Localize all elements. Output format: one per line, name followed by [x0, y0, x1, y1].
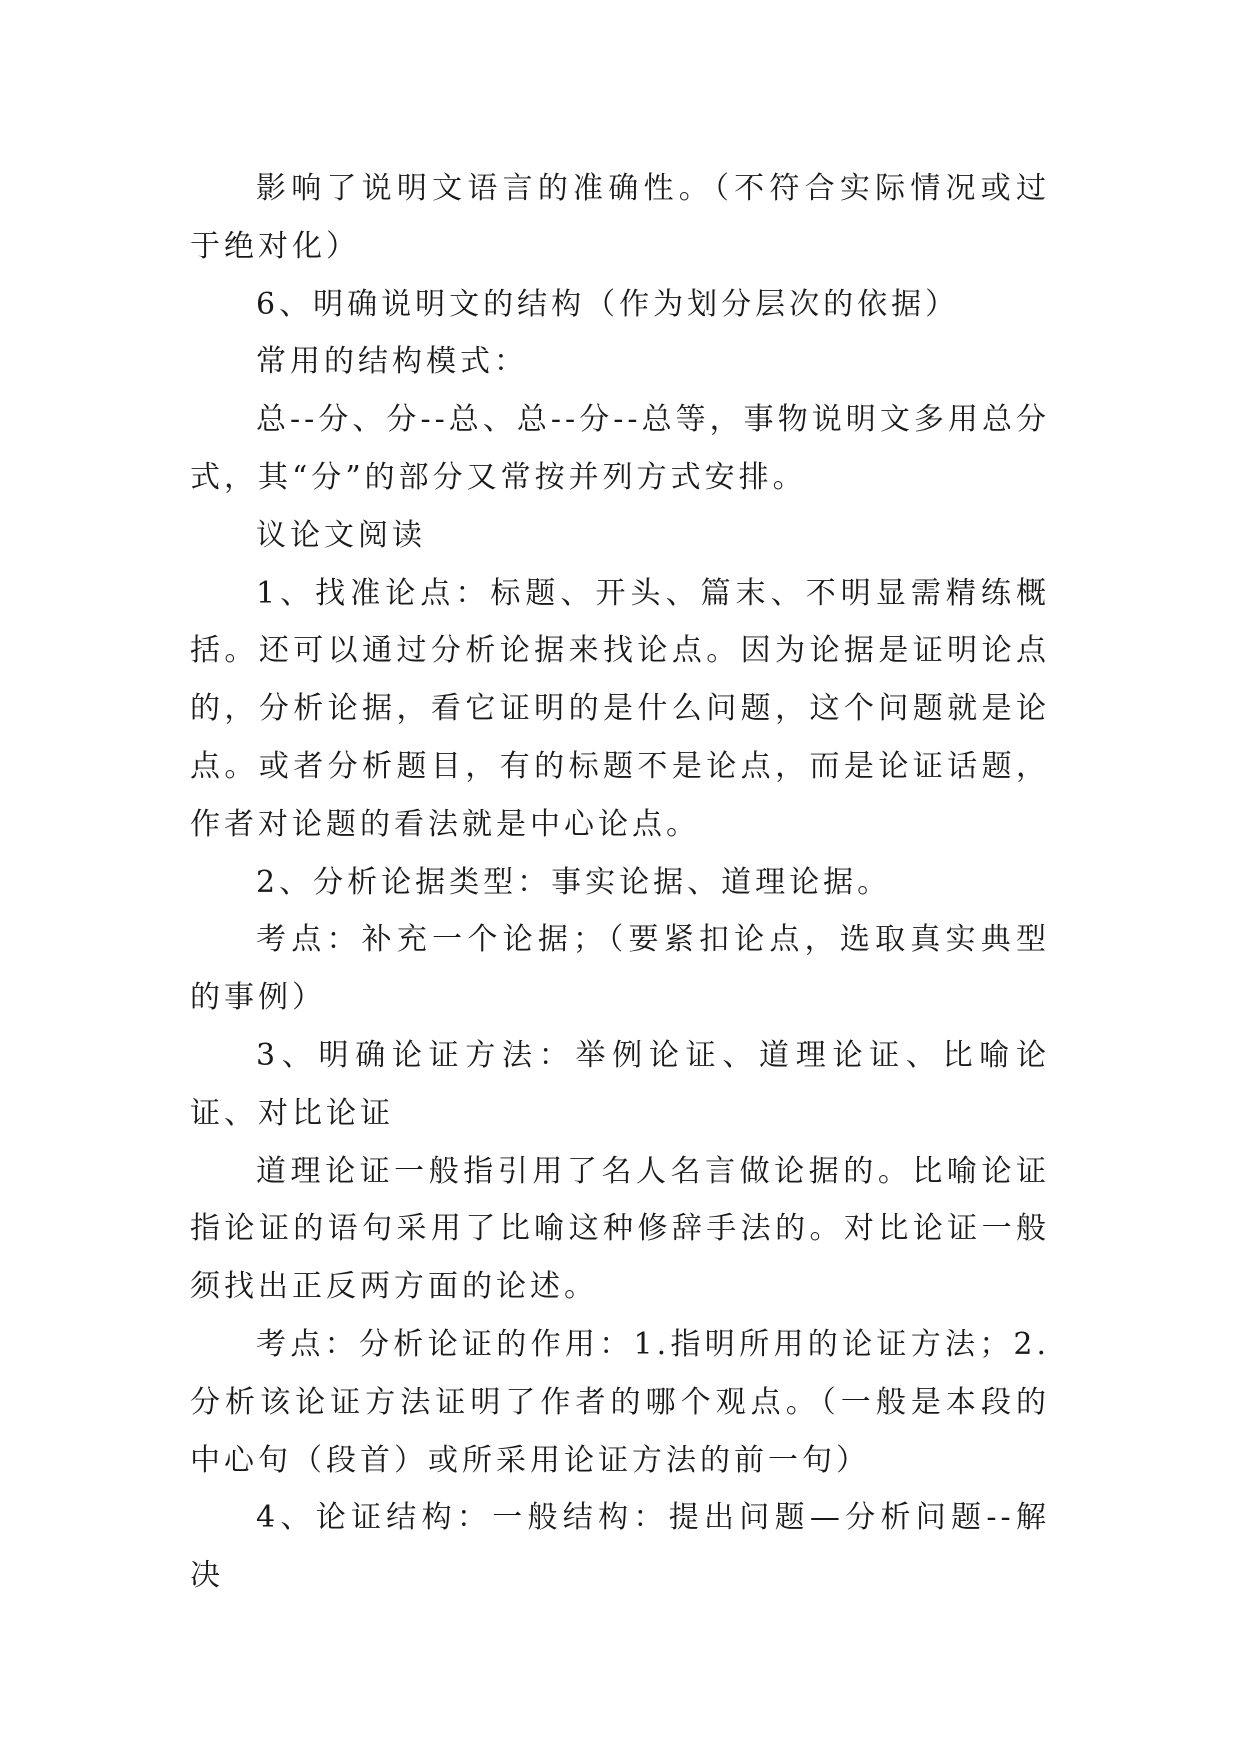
- paragraph-argument-structure: 4、论证结构：一般结构：提出问题—分析问题--解决: [190, 1500, 1050, 1594]
- paragraph-structure-heading: 6、明确说明文的结构（作为划分层次的依据）: [256, 286, 960, 322]
- paragraph-exam-point-argument-effect: 考点：分析论证的作用：1.指明所用的论证方法；2.分析该论证方法证明了作者的哪个观点。（一般是本段的中心句（段首）或所采用论证方法的前一句）: [190, 1326, 1050, 1478]
- document-body: [190, 160, 1050, 1605]
- paragraph-argument-methods: 3、明确论证方法：举例论证、道理论证、比喻论证、对比论证: [190, 1037, 1050, 1131]
- paragraph-exam-point-evidence: 考点：补充一个论据；（要紧扣论点，选取真实典型的事例）: [190, 922, 1050, 1016]
- paragraph-find-thesis: 1、找准论点：标题、开头、篇末、不明显需精练概括。还可以通过分析论据来找论点。因为论据是证明论点的，分析论据，看它证明的是什么问题，这个问题就是论点。或者分析题目，有的标题不是论点，而是论证话题，作者对论题的看法就是中心论点。: [190, 575, 1050, 842]
- section-heading-argumentative-reading: 议论文阅读: [256, 517, 426, 553]
- paragraph-structure-patterns: 总--分、分--总、总--分--总等，事物说明文多用总分式，其“分”的部分又常按并列方式安排。: [190, 402, 1050, 495]
- paragraph-argument-methods-explained: 道理论证一般指引用了名人名言做论据的。比喻论证指论证的语句采用了比喻这种修辞手法的。对比论证一般须找出正反两方面的论述。: [190, 1153, 1050, 1305]
- paragraph-language-accuracy: 影响了说明文语言的准确性。（不符合实际情况或过于绝对化）: [190, 171, 1050, 264]
- paragraph-evidence-types: 2、分析论据类型：事实论据、道理论据。: [256, 864, 892, 900]
- paragraph-structure-patterns-label: 常用的结构模式：: [256, 344, 528, 380]
